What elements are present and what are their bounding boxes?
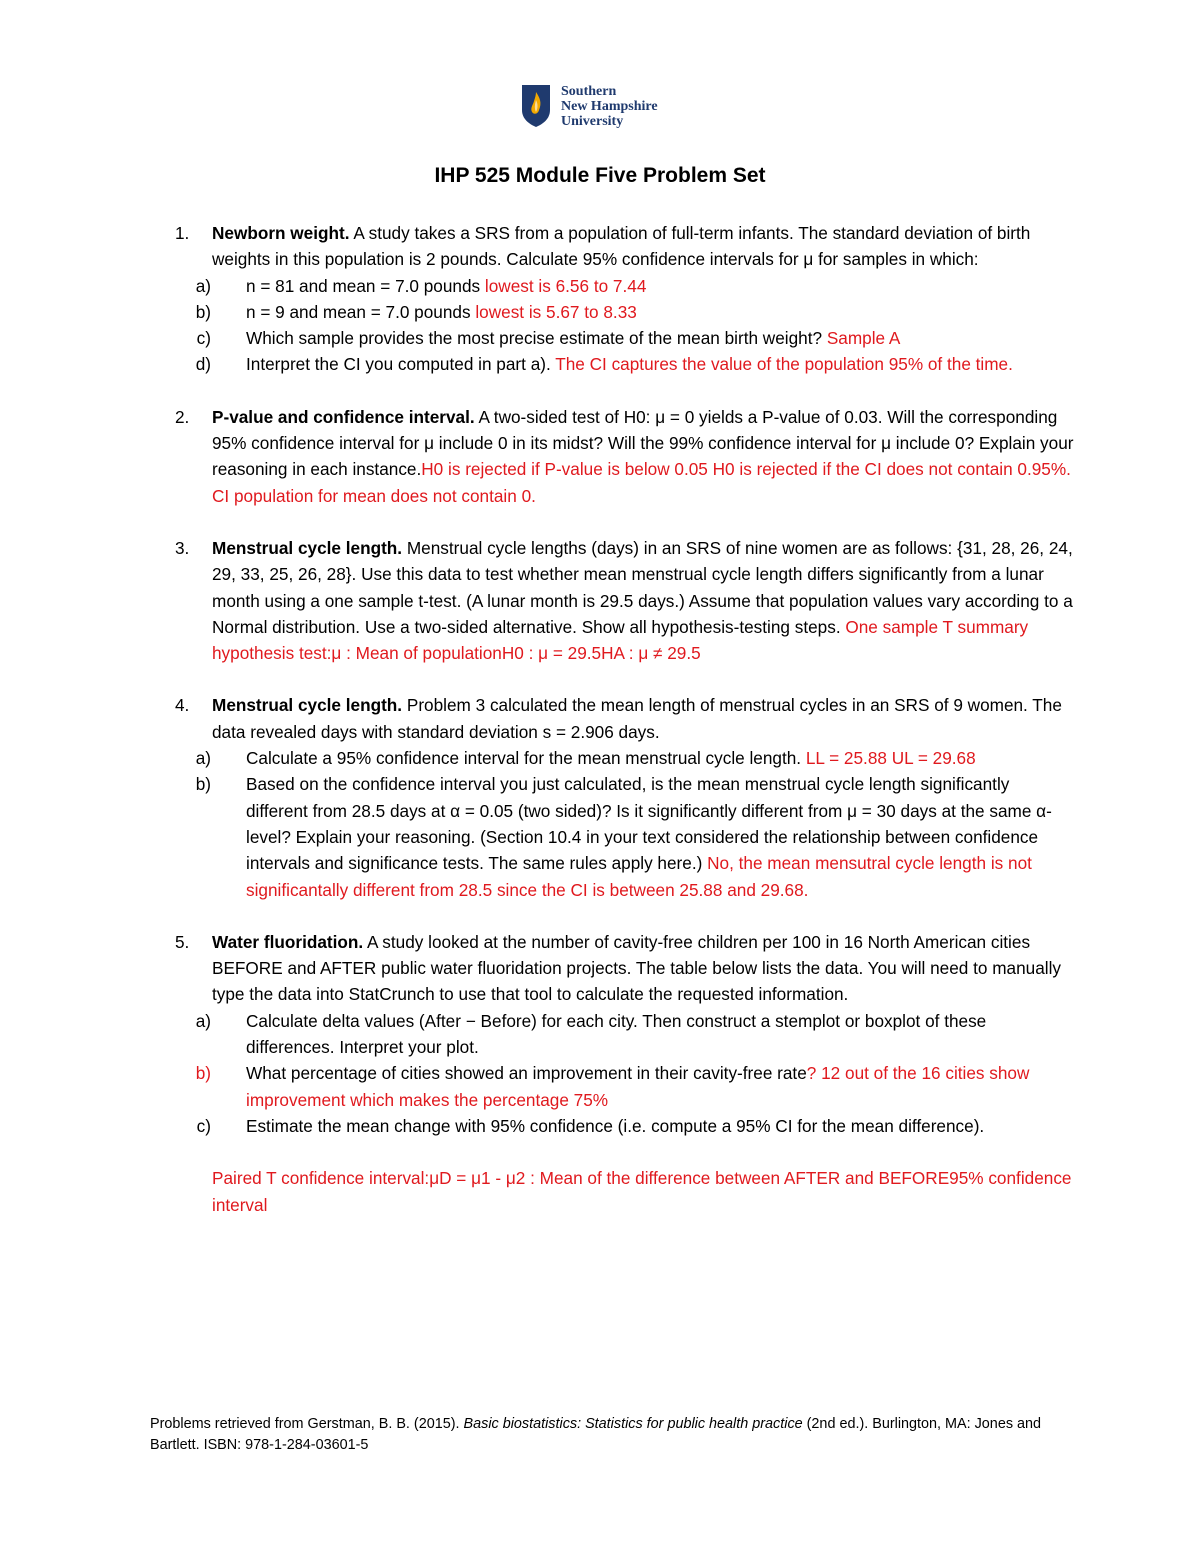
sub-text: Calculate delta values (After − Before) for each city. Then construct a stemplot or boxplot of these differences. Interpret your plot.	[246, 1010, 987, 1058]
question-text: A two-sided test of H0: μ = 0 yields a P-value of 0.03. Will the corresponding 95% confidence interval for μ include 0 in its midst? Will the 99% confidence interval for μ include 0? Explain your reasoning in each instance.	[212, 406, 1074, 480]
sub-label: b)	[195, 774, 211, 795]
question-title: Water fluoridation.	[212, 931, 364, 952]
sub-question-4a	[175, 745, 1075, 771]
question-title: Newborn weight.	[212, 223, 350, 243]
sub-label: b)	[195, 1063, 211, 1084]
sub-label: c)	[196, 1115, 211, 1136]
answer-text: One sample T summary hypothesis test:μ : Mean of populationH0 : μ = 29.5HA : μ ≠ 29.5	[212, 616, 1029, 664]
citation-text-end: (2nd ed.). Burlington, MA: Jones and Bartlett. ISBN: 978-1-284-03601-5	[150, 1416, 1042, 1453]
sub-label: a)	[195, 275, 211, 296]
answer-text: H0 is rejected if P-value is below 0.05 H0 is rejected if the CI does not contain 0.95%. CI population for mean does not contain 0.	[212, 459, 1071, 506]
sub-question-4b	[175, 771, 1075, 902]
logo-line-2: New Hampshire	[561, 99, 658, 114]
question-text: A study looked at the number of cavity-free children per 100 in 16 North American cities BEFORE and AFTER public water fluoridation projects. The table below lists the data. You will need to manually type the data into StatCrunch to use that tool to calculate the requested information.	[212, 931, 1062, 1005]
sub-question-5b	[175, 1060, 1075, 1113]
question-title: Menstrual cycle length.	[212, 695, 403, 716]
logo-line-1: Southern	[561, 84, 617, 99]
answer-text: lowest is 5.67 to 8.33	[475, 301, 637, 322]
question-number: 3.	[175, 537, 190, 558]
question-3	[175, 535, 1075, 666]
sub-text: Which sample provides the most precise estimate of the mean birth weight?	[246, 328, 827, 349]
sub-text: Based on the confidence interval you just calculated, is the mean menstrual cycle length significantly different from 28.5 days at α = 0.05 (two sided)? Is it significantly different from μ = 30 days at the same α-level? Explain your reasoning. (Section 10.4 in your text considered the relationship between confidence intervals and significance tests. The same rules apply here.)	[246, 774, 1052, 874]
answer-text: No, the mean mensutral cycle length is not significantally different from 28.5 since the CI is between 25.88 and 29.68.	[246, 853, 1032, 900]
question-number: 1.	[175, 223, 190, 243]
answer-text: Sample A	[826, 328, 901, 349]
sub-text: n = 81 and mean = 7.0 pounds	[246, 275, 485, 296]
answer-text: The CI captures the value of the population 95% of the time.	[555, 354, 1013, 375]
sub-question-5a	[175, 1008, 1075, 1061]
citation-book-title: Basic biostatistics: Statistics for public health practice	[463, 1416, 803, 1432]
question-2	[175, 404, 1075, 509]
question-title: P-value and confidence interval.	[212, 406, 475, 427]
question-number: 4.	[175, 695, 190, 716]
problem-list	[175, 220, 1075, 1218]
question-4	[175, 692, 1075, 902]
sub-text: Interpret the CI you computed in part a).	[246, 354, 556, 375]
sub-question-1c	[175, 325, 1075, 351]
question-1	[175, 220, 1075, 378]
question-number: 2.	[175, 406, 190, 427]
question-number: 5.	[175, 931, 190, 952]
citation-text: Problems retrieved from Gerstman, B. B. (2015).	[150, 1416, 464, 1432]
sub-question-1b	[175, 299, 1075, 325]
question-text: A study takes a SRS from a population of full-term infants. The standard deviation of birth weights in this population is 2 pounds. Calculate 95% confidence intervals for μ for samples in which:	[212, 223, 1031, 270]
question-text: Menstrual cycle lengths (days) in an SRS of nine women are as follows: {31, 28, 26, 24, 29, 33, 25, 26, 28}. Use this data to test whether mean menstrual cycle length differs significantly from a lunar month using a one sample t-test. (A lunar month is 29.5 days.) Assume that population values vary according to a Normal distribution. Use a two-sided alternative. Show all hypothesis-testing steps.	[212, 537, 1073, 637]
question-title: Menstrual cycle length.	[212, 537, 403, 558]
answer-text: ? 12 out of the 16 cities show improvement which makes the percentage 75%	[246, 1063, 1030, 1110]
sub-label: a)	[195, 748, 211, 769]
sub-text: Estimate the mean change with 95% confidence (i.e. compute a 95% CI for the mean difference).	[246, 1115, 985, 1136]
sub-label: c)	[196, 328, 211, 349]
sub-text: Calculate a 95% confidence interval for the mean menstrual cycle length.	[246, 748, 806, 769]
university-logo	[521, 84, 658, 129]
sub-label: d)	[195, 354, 211, 375]
sub-text: What percentage of cities showed an improvement in their cavity-free rate	[246, 1063, 807, 1084]
question-text: Problem 3 calculated the mean length of menstrual cycles in an SRS of 9 women. The data revealed days with standard deviation s = 2.906 days.	[212, 695, 1062, 742]
sub-label: b)	[195, 301, 211, 322]
logo-line-3: University	[561, 114, 624, 129]
answer-text: LL = 25.88 UL = 29.68	[805, 748, 976, 769]
citation-footer	[150, 1414, 1050, 1456]
sub-text: n = 9 and mean = 7.0 pounds	[246, 301, 476, 322]
sub-question-5c	[175, 1113, 1075, 1139]
page-title: IHP 525 Module Five Problem Set	[434, 164, 766, 187]
final-answer: Paired T confidence interval:μD = μ1 - μ2 : Mean of the difference between AFTER and BEFORE95% confidence interval	[212, 1168, 1072, 1215]
shield-flame-icon	[521, 84, 551, 128]
sub-question-1d	[175, 351, 1075, 377]
sub-question-1a	[175, 273, 1075, 299]
question-5	[175, 929, 1075, 1218]
answer-text: lowest is 6.56 to 7.44	[484, 275, 647, 296]
sub-label: a)	[195, 1010, 211, 1031]
